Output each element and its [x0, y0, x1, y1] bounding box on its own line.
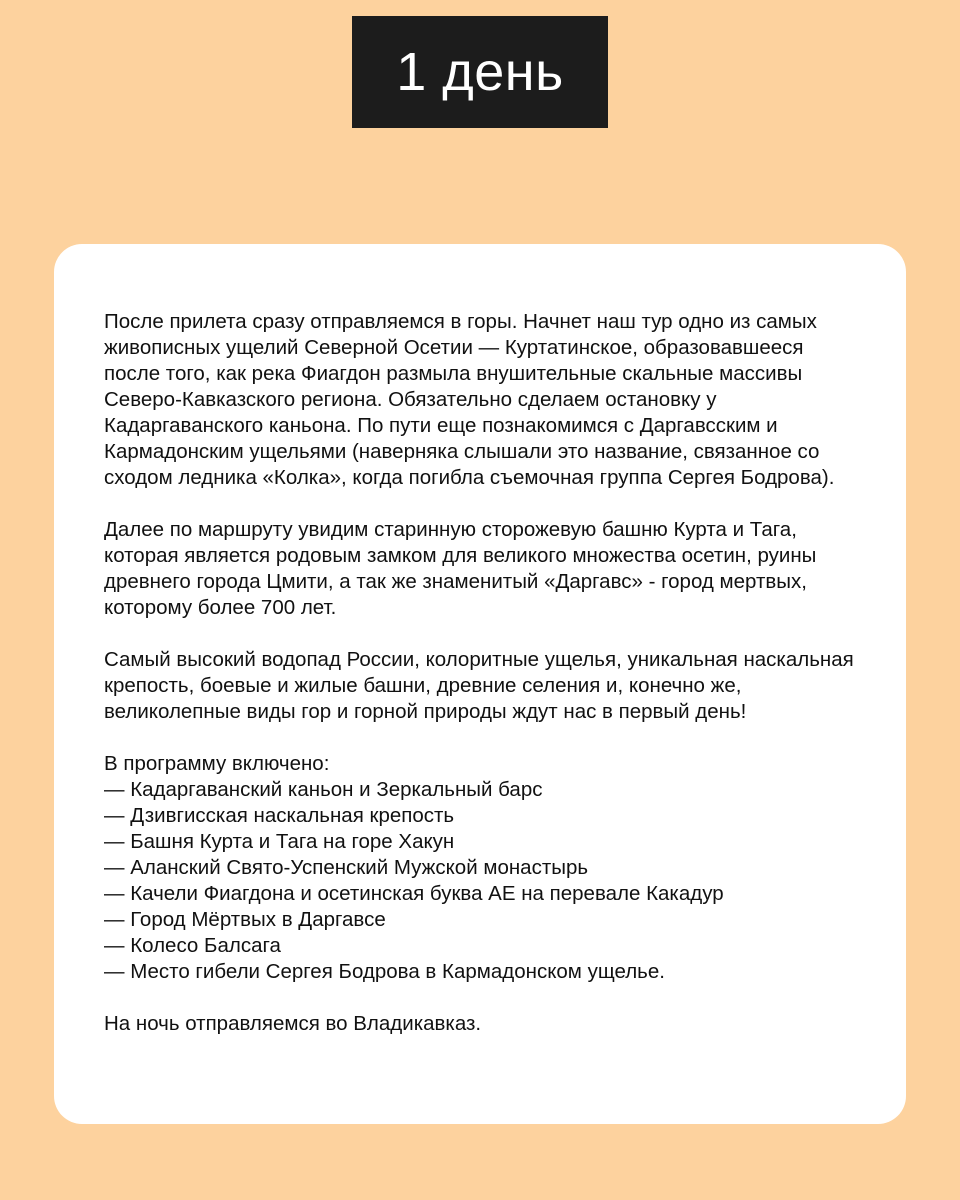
program-item: — Город Мёртвых в Даргавсе [104, 908, 386, 931]
program-item: — Башня Курта и Тага на горе Хакун [104, 830, 455, 853]
program-item: — Кадаргаванский каньон и Зеркальный барс [104, 778, 543, 801]
card-content [104, 309, 864, 1037]
program-item: — Дзивгисская наскальная крепость [104, 804, 455, 827]
program-list [104, 777, 864, 985]
highlights-paragraph: Самый высокий водопад России, колоритные ущелья, уникальная наскальная крепость, боевые и жилые башни, древние селения и, конечно же, великолепные виды гор и горной природы ждут нас в первый день! [104, 648, 854, 723]
program-heading: В программу включено: [104, 752, 330, 775]
description-card [54, 244, 906, 1124]
program-item: — Колесо Балсага [104, 934, 281, 957]
day-title-banner [352, 16, 608, 128]
day-title: 1 день [396, 42, 564, 102]
route-paragraph: Далее по маршруту увидим старинную сторожевую башню Курта и Тага, которая является родовым замком для великого множества осетин, руины древнего города Цмити, а так же знаменитый «Даргавс» - город мертвых, которому более 700 лет. [104, 518, 817, 619]
intro-paragraph: После прилета сразу отправляемся в горы. Начнет наш тур одно из самых живописных ущелий Северной Осетии — Куртатинское, образовавшееся после того, как река Фиагдон размыла внушительные скальные массивы Северо-Кавказского региона. Обязательно сделаем остановку у Кадаргаванского каньона. По пути еще познакомимся с Даргавсским и Кармадонским ущельями (наверняка слышали это название, связанное со сходом ледника «Колка», когда погибла съемочная группа Сергея Бодрова). [104, 310, 835, 489]
program-item: — Место гибели Сергея Бодрова в Кармадонском ущелье. [104, 960, 665, 983]
program-item: — Качели Фиагдона и осетинская буква АЕ на перевале Какадур [104, 882, 724, 905]
closing-line: На ночь отправляемся во Владикавказ. [104, 1012, 482, 1035]
program-item: — Аланский Свято-Успенский Мужской монастырь [104, 856, 589, 879]
